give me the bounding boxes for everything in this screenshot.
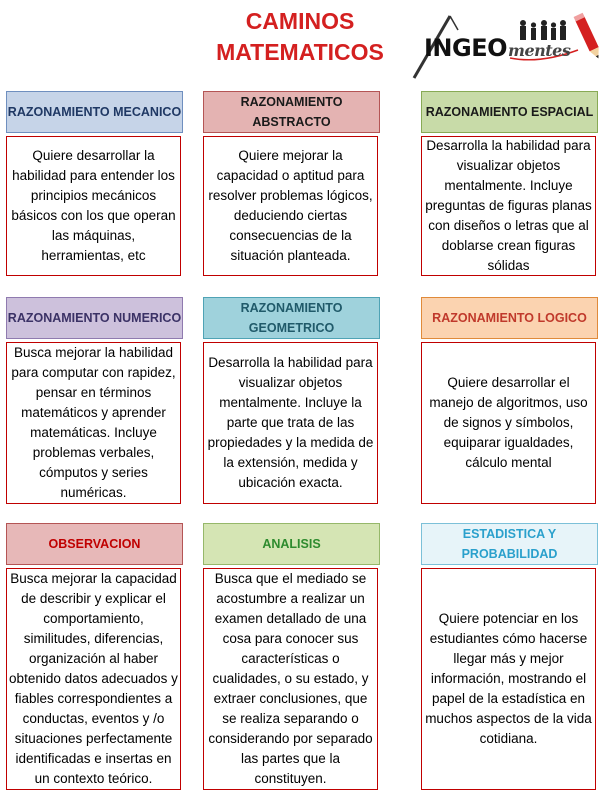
page-title xyxy=(190,6,410,68)
card-body xyxy=(6,342,181,504)
ingeomentes-logo xyxy=(410,8,606,84)
card-title: ESTADISTICA Y PROBABILIDAD xyxy=(421,523,598,565)
card-text: Busca que el mediado se acostumbre a realizar un examen detallado de una cosa para conocer sus características o cualidades, o su estado, y extraer conclusiones, que se realiza separando o considerando por separado las partes que la constituyen. xyxy=(208,571,373,786)
card-title: RAZONAMIENTO GEOMETRICO xyxy=(203,297,380,339)
card-body xyxy=(203,136,378,276)
title-line-1: CAMINOS xyxy=(245,8,355,34)
card-body xyxy=(6,568,181,790)
card-text: Busca mejorar la habilidad para computar con rapidez, pensar en términos matemáticos y aprender matemáticas. Incluye problemas verbales, cómputos y series numéricas. xyxy=(11,345,176,500)
logo-text-main: INGEO xyxy=(424,34,508,62)
card-text: Desarrolla la habilidad para visualizar objetos mentalmente. Incluye preguntas de figuras planas con diseños o letras que al doblarse crean figuras sólidas xyxy=(425,138,592,273)
card-title: OBSERVACION xyxy=(6,523,183,565)
title-line-2: MATEMATICOS xyxy=(216,39,384,65)
card-title: RAZONAMIENTO MECANICO xyxy=(6,91,183,133)
card-body xyxy=(421,568,596,790)
card-body xyxy=(421,136,596,276)
card-body xyxy=(203,568,378,790)
card-text: Quiere mejorar la capacidad o aptitud para resolver problemas lógicos, deduciendo ciertas consecuencias de la situación planteada. xyxy=(208,148,373,263)
card-title: RAZONAMIENTO ESPACIAL xyxy=(421,91,598,133)
card-body xyxy=(421,342,596,504)
card-title: RAZONAMIENTO LOGICO xyxy=(421,297,598,339)
card-title: RAZONAMIENTO NUMERICO xyxy=(6,297,183,339)
logo-text-sub: mentes xyxy=(508,41,571,60)
card-title: ANALISIS xyxy=(203,523,380,565)
card-text: Busca mejorar la capacidad de describir y explicar el comportamiento, similitudes, diferencias, organización al haber obtenido datos adecuados y fiables correspondientes a conductas, eventos y /o situaciones perfectamente identificadas e insertas en un contexto teórico. xyxy=(9,571,178,786)
card-body xyxy=(203,342,378,504)
card-text: Quiere desarrollar el manejo de algoritmos, uso de signos y símbolos, equiparar igualdades, cálculo mental xyxy=(429,375,588,470)
card-text: Desarrolla la habilidad para visualizar objetos mentalmente. Incluye la parte que trata de las propiedades y la medida de la extensión, medida y ubicación exacta. xyxy=(207,355,374,490)
card-body xyxy=(6,136,181,276)
card-text: Quiere desarrollar la habilidad para entender los principios mecánicos básicos con los que operan las máquinas, herramientas, etc xyxy=(11,148,176,263)
card-title: RAZONAMIENTO ABSTRACTO xyxy=(203,91,380,133)
card-text: Quiere potenciar en los estudiantes cómo hacerse llegar más y mejor información, mostrando el papel de la estadística en muchos aspectos de la vida cotidiana. xyxy=(425,611,592,746)
